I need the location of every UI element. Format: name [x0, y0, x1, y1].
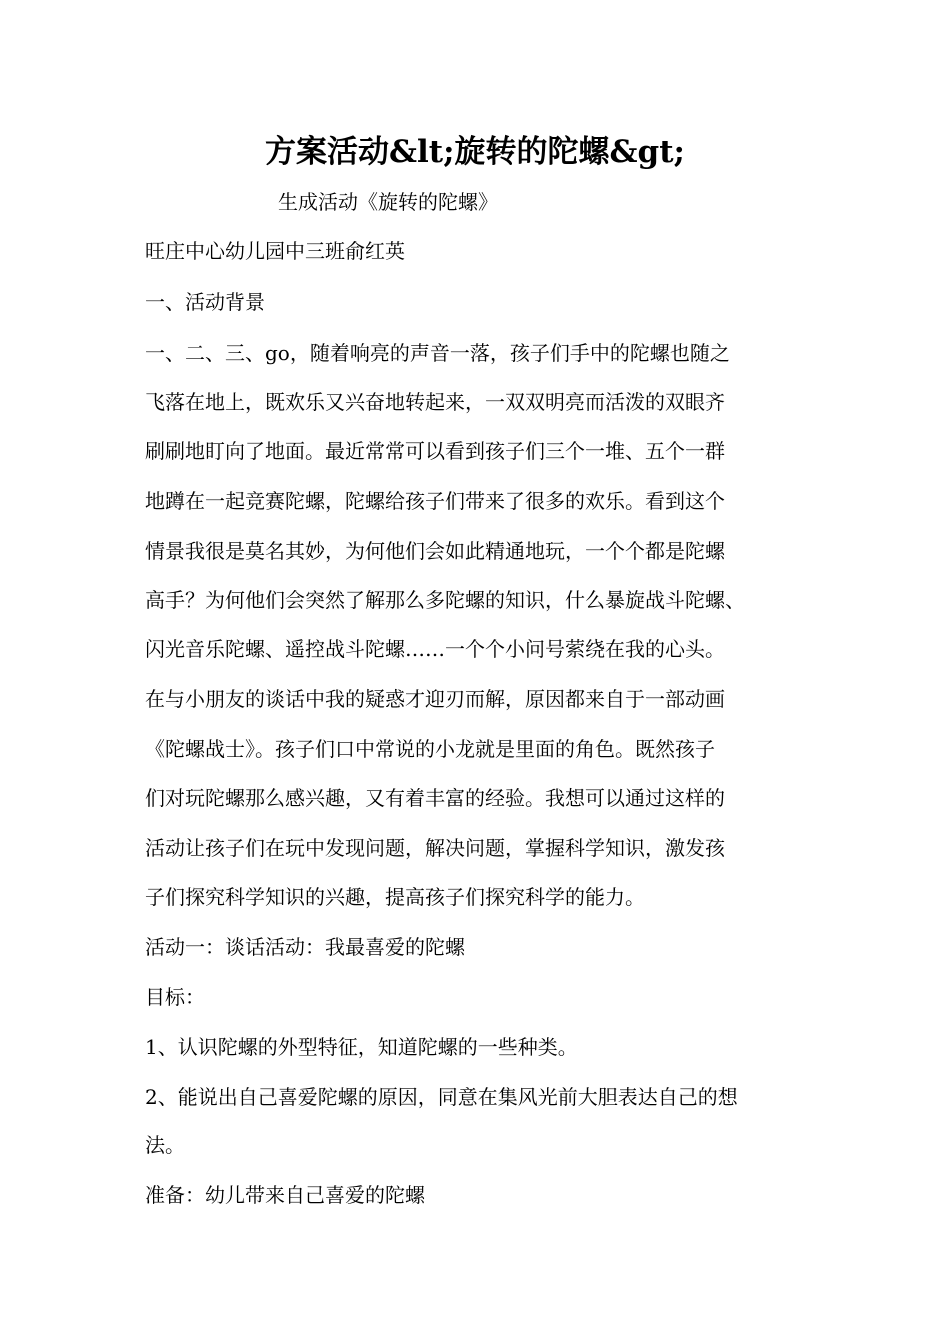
section-heading-background: 一、活动背景: [145, 290, 265, 314]
paragraph-line: 刷刷地盯向了地面。最近常常可以看到孩子们三个一堆、五个一群: [145, 439, 725, 463]
paragraph-line: 地蹲在一起竞赛陀螺，陀螺给孩子们带来了很多的欢乐。看到这个: [145, 489, 725, 513]
document-title: 方案活动&lt;旋转的陀螺&gt;: [265, 134, 685, 170]
goal-item-2-line-2: 法。: [145, 1133, 185, 1157]
goal-item-1: 1、认识陀螺的外型特征，知道陀螺的一些种类。: [145, 1035, 578, 1059]
goal-item-2-line-1: 2、能说出自己喜爱陀螺的原因，同意在集风光前大胆表达自己的想: [145, 1085, 738, 1109]
paragraph-line: 高手？为何他们会突然了解那么多陀螺的知识，什么暴旋战斗陀螺、: [145, 588, 745, 612]
paragraph-line: 《陀螺战士》。孩子们口中常说的小龙就是里面的角色。既然孩子: [145, 737, 715, 761]
paragraph-line: 子们探究科学知识的兴趣，提高孩子们探究科学的能力。: [145, 885, 645, 909]
paragraph-line: 在与小朋友的谈话中我的疑惑才迎刃而解，原因都来自于一部动画: [145, 687, 725, 711]
author-line: 旺庄中心幼儿园中三班俞红英: [145, 239, 405, 263]
paragraph-line: 闪光音乐陀螺、遥控战斗陀螺……一个个小问号萦绕在我的心头。: [145, 637, 725, 661]
goals-label: 目标：: [145, 985, 205, 1009]
paragraph-line: 活动让孩子们在玩中发现问题，解决问题，掌握科学知识，激发孩: [145, 836, 725, 860]
paragraph-line: 飞落在地上，既欢乐又兴奋地转起来，一双双明亮而活泼的双眼齐: [145, 390, 725, 414]
document-subtitle: 生成活动《旋转的陀螺》: [278, 190, 498, 214]
preparation-line: 准备：幼儿带来自己喜爱的陀螺: [145, 1183, 425, 1207]
paragraph-line: 情景我很是莫名其妙，为何他们会如此精通地玩，一个个都是陀螺: [145, 539, 725, 563]
paragraph-line: 一、二、三、go，随着响亮的声音一落，孩子们手中的陀螺也随之: [145, 341, 730, 365]
paragraph-line: 们对玩陀螺那么感兴趣，又有着丰富的经验。我想可以通过这样的: [145, 786, 725, 810]
activity-one-heading: 活动一：谈话活动：我最喜爱的陀螺: [145, 935, 465, 959]
